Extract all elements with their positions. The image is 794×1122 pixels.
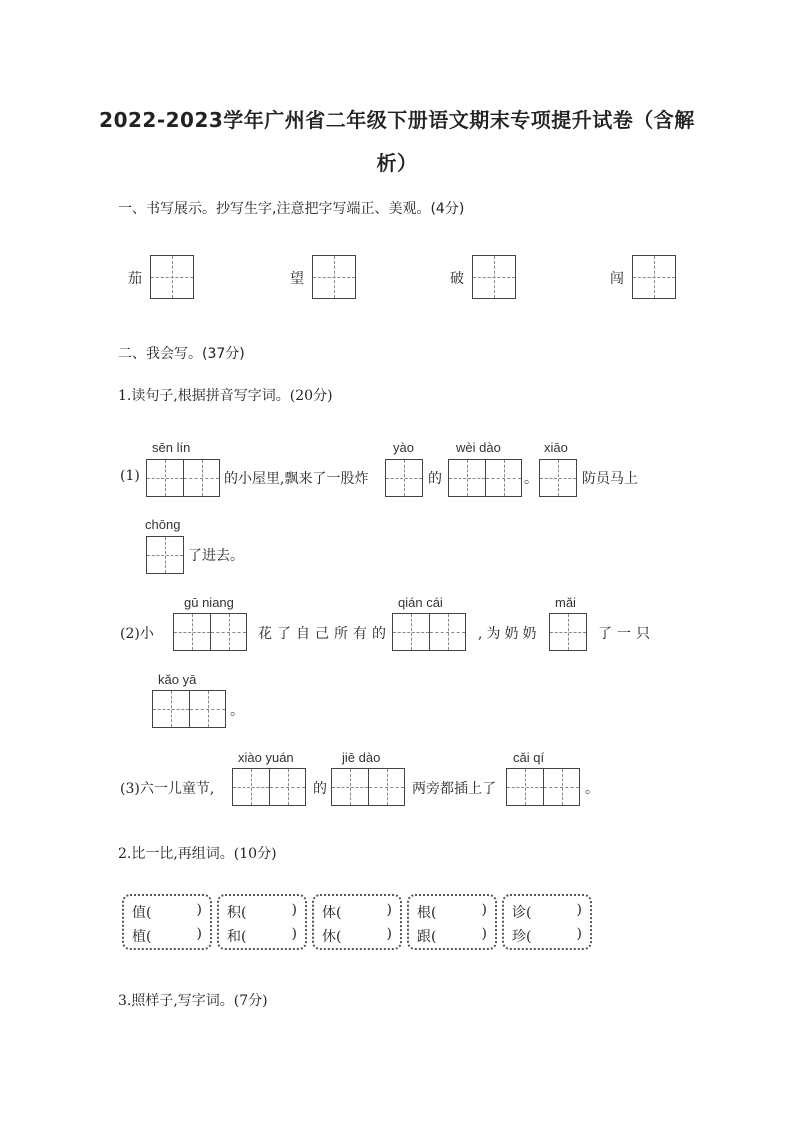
answer-grid-mai[interactable] [549,613,587,651]
word-pair-4[interactable] [407,894,497,950]
close-paren: ) [576,902,582,918]
writing-grid-1[interactable] [150,255,194,299]
sentence3-text-2: 两旁都插上了 [412,781,496,797]
close-paren: ) [291,926,297,942]
q2-heading: 2.比一比,再组词。(10分) [118,846,277,862]
sentence1-text-4: 防员马上 [582,471,638,487]
sentence3-text-1: 的 [313,781,327,797]
q1-heading: 1.读句子,根据拼音写字词。(20分) [118,388,333,404]
word-pair-3-bottom: 休( [322,929,342,945]
copy-char-2: 望 [290,271,304,287]
page-title-line1: 2022-2023学年广州省二年级下册语文期末专项提升试卷（含解 [99,108,695,132]
close-paren: ) [291,902,297,918]
close-paren: ) [386,926,392,942]
pinyin-xiaoyuan: xiào yuán [238,750,294,765]
close-paren: ) [196,926,202,942]
word-pair-5-top: 诊( [512,905,532,921]
writing-grid-3[interactable] [472,255,516,299]
sentence2-text-3: 了一只 [598,626,655,642]
sentence1-text-5: 了进去。 [188,548,244,564]
answer-grid-kaoya[interactable] [152,690,226,728]
pinyin-qiancai: qián cái [398,595,443,610]
copy-char-3: 破 [450,271,464,287]
writing-grid-4[interactable] [632,255,676,299]
answer-grid-yao[interactable] [385,459,423,497]
sentence1-text-1: 的小屋里,飘来了一股炸 [224,471,369,487]
pinyin-guniang: gū niang [184,595,234,610]
word-pair-5[interactable] [502,894,592,950]
answer-grid-chong[interactable] [146,536,184,574]
copy-char-1: 茄 [128,271,142,287]
copy-char-4: 闯 [610,271,624,287]
close-paren: ) [576,926,582,942]
sentence2-text-4: 。 [230,703,244,719]
sentence2-number: (2)小 [120,626,154,642]
word-pair-4-bottom: 跟( [417,929,437,945]
word-pair-2-bottom: 和( [227,929,247,945]
word-pair-5-bottom: 珍( [512,929,532,945]
close-paren: ) [481,902,487,918]
pinyin-kaoya: kǎo yā [158,672,197,687]
answer-grid-qiancai[interactable] [392,613,466,651]
word-pair-1[interactable] [122,894,212,950]
answer-grid-guniang[interactable] [173,613,247,651]
sentence1-text-3: 。 [524,471,538,487]
sentence2-text-1: 花了自己所有的 [258,626,391,642]
pinyin-chong: chōng [145,517,181,532]
pinyin-xiao: xiāo [544,440,568,455]
answer-grid-jiedao[interactable] [331,768,405,806]
pinyin-weidao: wèi dào [456,440,501,455]
pinyin-yao: yào [393,440,414,455]
page-title-line2: 析） [376,151,418,175]
section1-heading: 一、书写展示。抄写生字,注意把字写端正、美观。(4分) [118,201,465,217]
close-paren: ) [386,902,392,918]
q3-heading: 3.照样子,写字词。(7分) [118,993,268,1009]
sentence1-number: (1) [120,468,140,484]
answer-grid-senlin[interactable] [146,459,220,497]
answer-grid-xiaoyuan[interactable] [232,768,306,806]
answer-grid-caiqi[interactable] [506,768,580,806]
word-pair-3-top: 体( [322,905,342,921]
pinyin-mai: mǎi [555,595,576,610]
word-pair-4-top: 根( [417,905,437,921]
sentence2-text-2: ,为奶奶 [478,626,541,642]
sentence3-text-3: 。 [585,781,599,797]
sentence3-number: (3)六一儿童节, [120,781,215,797]
section2-heading: 二、我会写。(37分) [118,346,245,362]
close-paren: ) [196,902,202,918]
word-pair-1-bottom: 植( [132,929,152,945]
word-pair-2[interactable] [217,894,307,950]
sentence1-text-2: 的 [428,471,442,487]
word-pair-2-top: 积( [227,905,247,921]
writing-grid-2[interactable] [312,255,356,299]
word-pair-3[interactable] [312,894,402,950]
pinyin-jiedao: jiē dào [342,750,381,765]
answer-grid-xiao[interactable] [539,459,577,497]
answer-grid-weidao[interactable] [448,459,522,497]
pinyin-caiqi: cǎi qí [513,750,545,765]
close-paren: ) [481,926,487,942]
pinyin-senlin: sēn lín [152,440,191,455]
word-pair-1-top: 值( [132,905,152,921]
